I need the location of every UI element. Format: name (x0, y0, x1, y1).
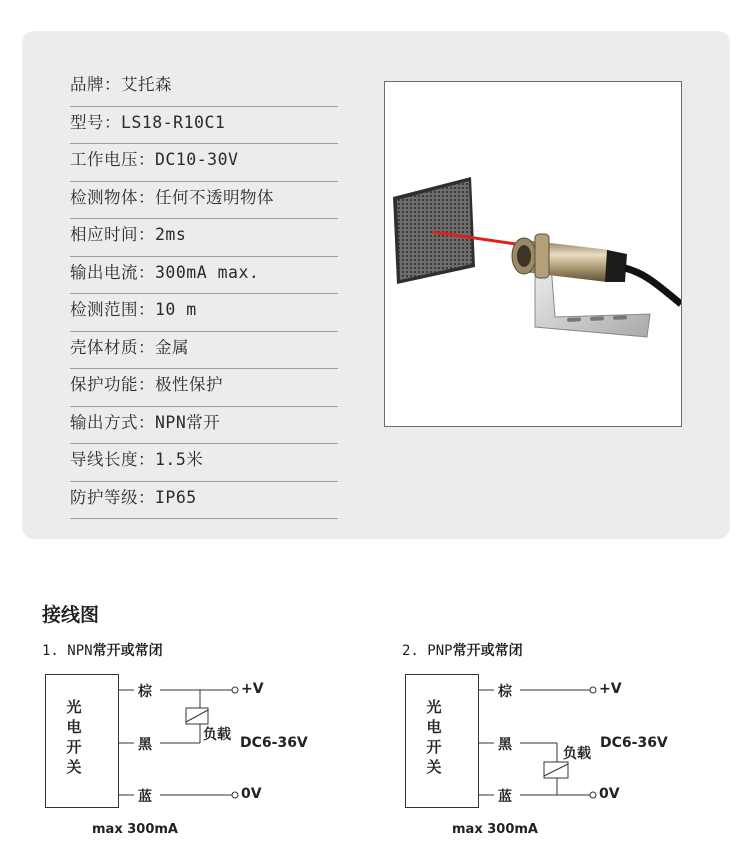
pnp-diagram (402, 640, 722, 850)
npn-number: 1. NPN (42, 643, 93, 659)
spec-list (70, 69, 338, 519)
npn-switch-label: 光电开关 (66, 698, 82, 776)
pnp-wire-black: 黑 (497, 734, 513, 754)
spec-panel (22, 31, 730, 539)
npn-diagram (42, 640, 362, 850)
spec-response-time: 相应时间：2ms (70, 219, 338, 257)
spec-ip-rating: 防护等级：IP65 (70, 482, 338, 520)
pnp-voltage-label: DC6-36V (600, 735, 668, 751)
spec-brand: 品牌：艾托森 (70, 69, 338, 107)
spec-output-mode: 输出方式：NPN常开 (70, 407, 338, 445)
spec-protection: 保护功能：极性保护 (70, 369, 338, 407)
spec-voltage: 工作电压：DC10-30V (70, 144, 338, 182)
pnp-ground: 0V (599, 786, 620, 802)
pnp-wire-brown: 棕 (497, 681, 513, 701)
product-photo (384, 81, 682, 427)
wiring-title: 接线图 (42, 604, 100, 626)
pnp-load-label: 负载 (563, 746, 591, 762)
spec-detect-range: 检测范围：10 m (70, 294, 338, 332)
npn-load-label: 负载 (203, 727, 231, 743)
spec-cable-length: 导线长度：1.5米 (70, 444, 338, 482)
reflector (393, 177, 475, 284)
spec-housing: 壳体材质：金属 (70, 332, 338, 370)
npn-wire-blue: 蓝 (137, 786, 153, 806)
spec-output-current: 输出电流：300mA max. (70, 257, 338, 295)
pnp-max-current: max 300mA (452, 822, 538, 837)
npn-wire-brown: 棕 (137, 681, 153, 701)
pnp-wire-blue: 蓝 (497, 786, 513, 806)
npn-voltage-label: DC6-36V (240, 735, 308, 751)
npn-switch-box (45, 674, 119, 808)
npn-positive: +V (241, 681, 264, 697)
pnp-number: 2. PNP (402, 643, 453, 659)
npn-mode: 常开或常闭 (92, 643, 163, 659)
sensor-body (512, 234, 627, 282)
pnp-positive: +V (599, 681, 622, 697)
spec-detect-object: 检测物体：任何不透明物体 (70, 182, 338, 220)
pnp-switch-box (405, 674, 479, 808)
npn-wire-black: 黑 (137, 734, 153, 754)
sensor-illustration (385, 82, 681, 426)
pnp-switch-label: 光电开关 (426, 698, 442, 776)
npn-ground: 0V (241, 786, 262, 802)
pnp-mode: 常开或常闭 (452, 643, 523, 659)
spec-model: 型号：LS18-R10C1 (70, 107, 338, 145)
npn-max-current: max 300mA (92, 822, 178, 837)
